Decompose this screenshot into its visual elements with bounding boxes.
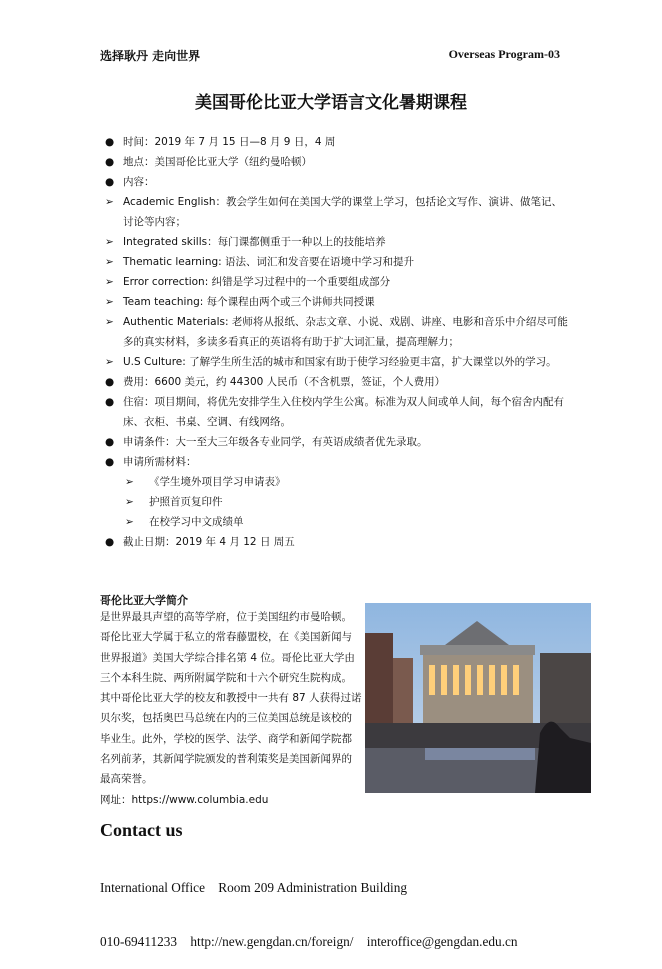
list-item-text: 申请所需材料： — [123, 456, 197, 468]
list-item-text: 申请条件：大一至大三年级各专业同学，有英语成绩者优先录取。 — [123, 436, 428, 448]
list-item-text: 在校学习中文成绩单 — [149, 516, 244, 528]
list-item-text: 费用：6600 美元，约 44300 人民币（不含机票，签证，个人费用） — [123, 376, 446, 388]
list-item — [100, 312, 570, 352]
list-item — [100, 232, 570, 252]
header-program-code: Overseas Program-03 — [448, 47, 560, 61]
bullet-icon: ● — [105, 376, 115, 388]
bullet-icon: ● — [105, 436, 115, 448]
list-item — [123, 472, 570, 492]
arrow-bullet-icon: ➢ — [105, 256, 114, 268]
list-item-text: Authentic Materials: 老师将从报纸、杂志文章、小说、戏剧、讲座、电影和音乐中介绍尽可能多的真实材料，多读多看真正的英语将有助于扩大词汇量，提高理解力； — [123, 316, 568, 348]
arrow-bullet-icon: ➢ — [105, 356, 114, 368]
arrow-bullet-icon: ➢ — [105, 316, 114, 328]
arrow-bullet-icon: ➢ — [125, 516, 134, 528]
list-item — [100, 132, 570, 152]
arrow-bullet-icon: ➢ — [105, 196, 114, 208]
website-link[interactable]: 网址：https://www.columbia.edu — [100, 793, 269, 806]
list-item — [123, 492, 570, 512]
list-item-text: 地点：美国哥伦比亚大学（纽约曼哈顿） — [123, 156, 312, 168]
bullet-icon: ● — [105, 456, 115, 468]
arrow-bullet-icon: ➢ — [105, 276, 114, 288]
bullet-icon: ● — [105, 176, 115, 188]
page-title: 美国哥伦比亚大学语言文化暑期课程 — [195, 93, 467, 113]
list-item-deadline — [100, 532, 570, 552]
list-item — [100, 272, 570, 292]
list-item-text: Error correction: 纠错是学习过程中的一个重要组成部分 — [123, 276, 391, 288]
contact-office: International Office Room 209 Administration Building — [100, 880, 408, 895]
list-item-text: Integrated skills：每门课都侧重于一种以上的技能培养 — [123, 236, 386, 248]
list-item — [100, 192, 570, 232]
intro-heading: 哥伦比亚大学简介 — [100, 594, 188, 607]
list-item-text: Team teaching: 每个课程由两个或三个讲师共同授课 — [123, 296, 375, 308]
list-item — [100, 292, 570, 312]
list-item-text: 《学生境外项目学习申请表》 — [149, 476, 286, 488]
contact-phone-web-email[interactable]: 010-69411233 http://new.gengdan.cn/foreign/ interoffice@gengdan.edu.cn — [100, 934, 518, 949]
arrow-bullet-icon: ➢ — [125, 496, 134, 508]
list-item — [100, 392, 570, 432]
list-item — [123, 512, 570, 532]
list-item-text: 护照首页复印件 — [149, 496, 223, 508]
list-item — [100, 372, 570, 392]
list-item — [100, 452, 570, 472]
arrow-bullet-icon: ➢ — [125, 476, 134, 488]
list-item — [100, 352, 570, 372]
bullet-icon: ● — [105, 536, 115, 548]
intro-body: 是世界最具声望的高等学府，位于美国纽约市曼哈顿。哥伦比亚大学属于私立的常春藤盟校，在《美国新闻与世界报道》美国大学综合排名第 4 位。哥伦比亚大学由三个本科生院、两所附属学院和十六个研究生院构成。其中哥伦比亚大学的校友和教授中一共有 87 人获得过诺贝尔奖，包括奥巴马总统在内的三位美国总统是该校的毕业生。此外，学校的医学、法学、商学和新闻学院都名列前茅，其新闻学院颁发的普利策奖是美国新闻界的最高荣誉。 — [100, 611, 362, 786]
program-details-list — [100, 132, 570, 552]
list-item — [100, 152, 570, 172]
list-item — [100, 172, 570, 192]
intro-paragraph — [100, 607, 362, 810]
contact-heading: Contact us — [100, 820, 183, 840]
list-item-text: U.S Culture: 了解学生所生活的城市和国家有助于使学习经验更丰富，扩大课堂以外的学习。 — [123, 356, 557, 368]
list-item-text: 时间：2019 年 7 月 15 日—8 月 9 日，4 周 — [123, 136, 336, 148]
list-item — [100, 252, 570, 272]
list-item-text: 内容： — [123, 176, 155, 188]
list-item-text: 截止日期：2019 年 4 月 12 日 周五 — [123, 536, 295, 548]
header-slogan: 选择耿丹 走向世界 — [100, 49, 201, 63]
arrow-bullet-icon: ➢ — [105, 236, 114, 248]
contact-info — [100, 843, 518, 969]
arrow-bullet-icon: ➢ — [105, 296, 114, 308]
columbia-library-photo — [365, 603, 591, 793]
bullet-icon: ● — [105, 136, 115, 148]
list-item-text: Thematic learning: 语法、词汇和发音要在语境中学习和提升 — [123, 256, 415, 268]
bullet-icon: ● — [105, 396, 115, 408]
list-item-text: 住宿：项目期间，将优先安排学生入住校内学生公寓。标准为双人间或单人间，每个宿舍内配有床、衣柜、书桌、空调、有线网络。 — [123, 396, 564, 428]
list-item-text: Academic English：教会学生如何在美国大学的课堂上学习，包括论文写作、演讲、做笔记、讨论等内容； — [123, 196, 562, 228]
bullet-icon: ● — [105, 156, 115, 168]
list-item — [100, 432, 570, 452]
